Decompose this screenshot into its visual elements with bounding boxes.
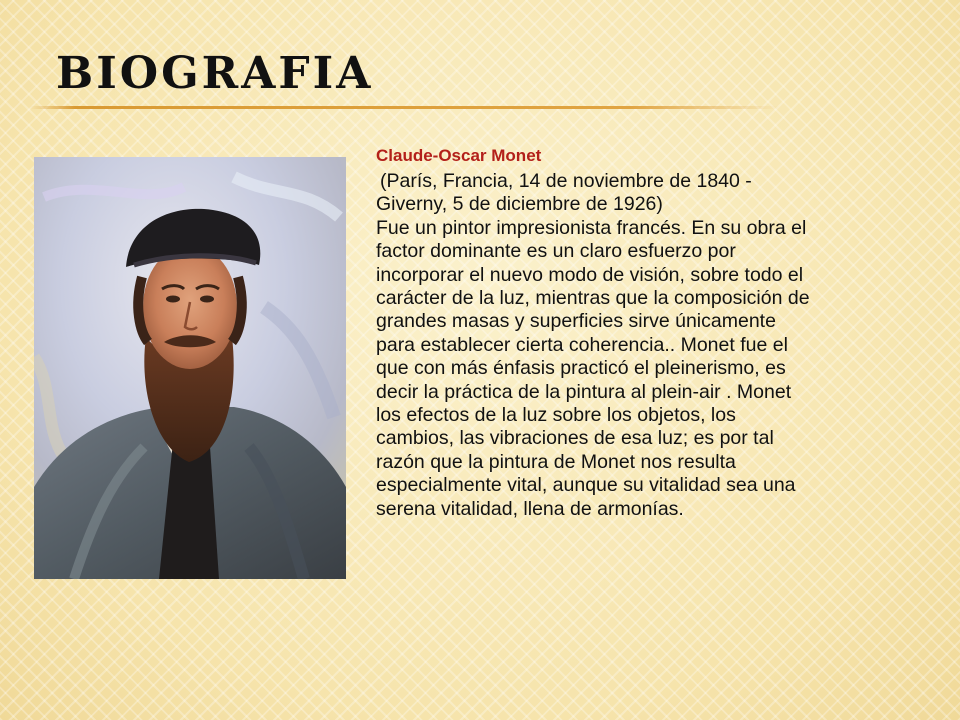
bio-line: carácter de la luz, mientras que la composición de [376,287,810,310]
bio-line: que con más énfasis practicó el pleinerismo, es [376,357,786,380]
portrait-painting-icon [34,157,346,579]
bio-line: cambios, las vibraciones de esa luz; es por tal [376,427,774,450]
bio-line: razón que la pintura de Monet nos resulta [376,450,736,473]
bio-line: serena vitalidad, llena de armonías. [376,497,684,520]
title-underline [30,106,780,109]
bio-line: especialmente vital, aunque su vitalidad sea una [376,474,796,497]
slide-title: BIOGRAFIA [56,48,374,99]
biography-text [376,146,916,521]
portrait-painting [34,157,346,579]
bio-line: Fue un pintor impresionista francés. En su obra el [376,216,807,239]
bio-line: decir la práctica de la pintura al plein-air . Monet [376,380,792,403]
bio-line: (París, Francia, 14 de noviembre de 1840 - [380,170,752,192]
artist-name: Claude-Oscar Monet [376,146,542,165]
bio-line: grandes masas y superficies sirve únicamente [376,310,776,333]
bio-line: incorporar el nuevo modo de visión, sobre todo el [376,263,804,286]
bio-line: factor dominante es un claro esfuerzo por [376,240,736,263]
bio-line: los efectos de la luz sobre los objetos, los [376,404,736,427]
bio-line: Giverny, 5 de diciembre de 1926) [376,193,663,216]
bio-line: para establecer cierta coherencia.. Monet fue el [376,333,788,356]
